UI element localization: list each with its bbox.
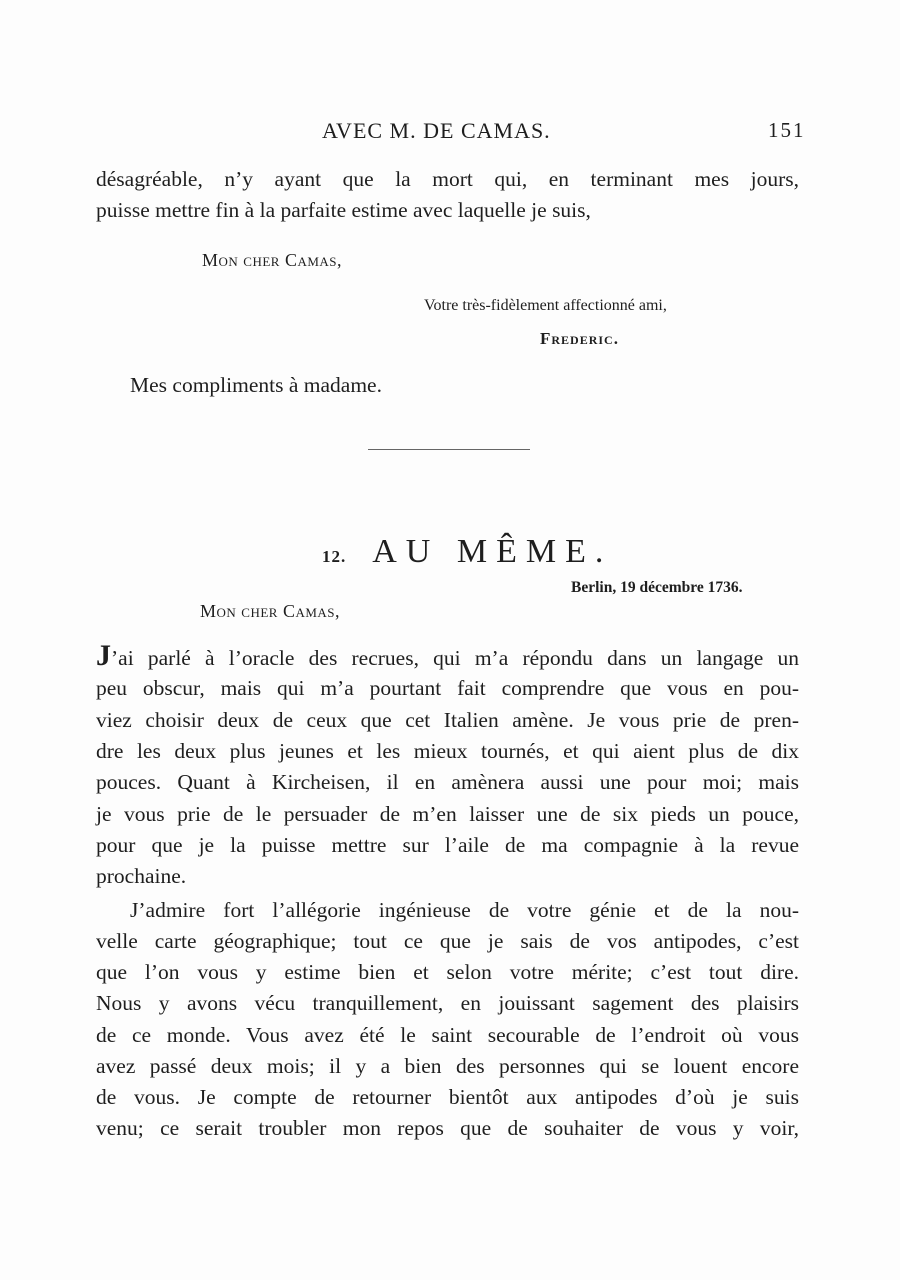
- drop-cap: J: [96, 639, 111, 672]
- text-line: pour que je la puisse mettre sur l’aile de ma compagnie à la revue: [96, 833, 799, 857]
- text-line: que l’on vous y estime bien et selon votre mérite; c’est tout dire.: [96, 960, 799, 984]
- letter-number: 12.: [322, 547, 347, 566]
- closing: Votre très-fidèlement affectionné ami,: [424, 297, 667, 314]
- text-line: désagréable, n’y ayant que la mort qui, en terminant mes jours,: [96, 167, 799, 191]
- page-number: 151: [768, 118, 806, 142]
- text-line: prochaine.: [96, 864, 187, 888]
- text-line-rest: ’ai parlé à l’oracle des recrues, qui m’a répondu dans un langage un: [111, 646, 799, 670]
- text-line: je vous prie de le persuader de m’en laisser une de six pieds un pouce,: [96, 802, 799, 826]
- text-line: [96, 640, 799, 674]
- text-line: Nous y avons vécu tranquillement, en jouissant sagement des plaisirs: [96, 991, 799, 1015]
- text-line: venu; ce serait troubler mon repos que de souhaiter de vous y voir,: [96, 1116, 799, 1140]
- text-line: avez passé deux mois; il y a bien des personnes qui se louent encore: [96, 1054, 799, 1078]
- dateline: Berlin, 19 décembre 1736.: [571, 579, 743, 596]
- letter-title: AU MÊME.: [372, 533, 613, 570]
- running-title: AVEC M. DE CAMAS.: [322, 118, 551, 143]
- text-line: puisse mettre fin à la parfaite estime avec laquelle je suis,: [96, 198, 591, 222]
- text-line: de vous. Je compte de retourner bientôt aux antipodes d’où je suis: [96, 1085, 799, 1109]
- salutation: Mon cher Camas,: [202, 250, 343, 270]
- text-line: dre les deux plus jeunes et les mieux tournés, et qui aient plus de dix: [96, 739, 799, 763]
- signature: Frederic.: [540, 329, 619, 348]
- postscript: Mes compliments à madame.: [130, 373, 382, 397]
- letter-heading: [322, 533, 612, 571]
- text-line: pouces. Quant à Kircheisen, il en amènera aussi une pour moi; mais: [96, 770, 799, 794]
- text-line: viez choisir deux de ceux que cet Italien amène. Je vous prie de pren-: [96, 708, 799, 732]
- text-line: J’admire fort l’allégorie ingénieuse de votre génie et de la nou-: [130, 898, 799, 922]
- text-line: peu obscur, mais qui m’a pourtant fait comprendre que vous en pou-: [96, 676, 799, 700]
- text-line: de ce monde. Vous avez été le saint secourable de l’endroit où vous: [96, 1023, 799, 1047]
- salutation: Mon cher Camas,: [200, 601, 341, 621]
- text-line: velle carte géographique; tout ce que je sais de vos antipodes, c’est: [96, 929, 799, 953]
- section-divider: [368, 449, 530, 450]
